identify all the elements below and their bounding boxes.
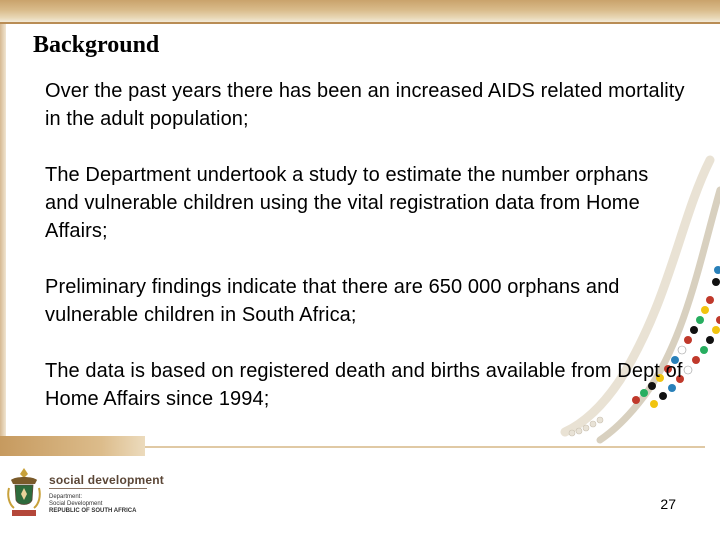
left-decorative-stripe: [0, 24, 6, 436]
department-logo: [5, 466, 164, 524]
page-number: 27: [660, 496, 676, 512]
bullet-text: The Department undertook a study to estimate the number orphans and vulnerable children using the vital registration data from Home Affairs;: [45, 164, 649, 242]
bullet-text: The data is based on registered death and births available from Dept of Home Affairs since 1994;: [45, 360, 683, 410]
coat-of-arms-icon: [5, 466, 43, 520]
top-band-rule: [0, 22, 720, 24]
brand-name: social development: [49, 473, 164, 487]
top-decorative-band: [0, 0, 720, 22]
brand-divider: [49, 488, 147, 489]
slide-title: Background: [33, 32, 160, 58]
bullet-list: [45, 77, 685, 441]
bullet-text: Over the past years there has been an increased AIDS related mortality in the adult population;: [45, 80, 685, 130]
country-name: REPUBLIC OF SOUTH AFRICA: [49, 508, 137, 514]
department-label: Department:: [49, 494, 83, 500]
department-name: Social Development: [49, 501, 103, 507]
bullet-text: Preliminary findings indicate that there are 650 000 orphans and vulnerable children in South Africa;: [45, 276, 620, 326]
